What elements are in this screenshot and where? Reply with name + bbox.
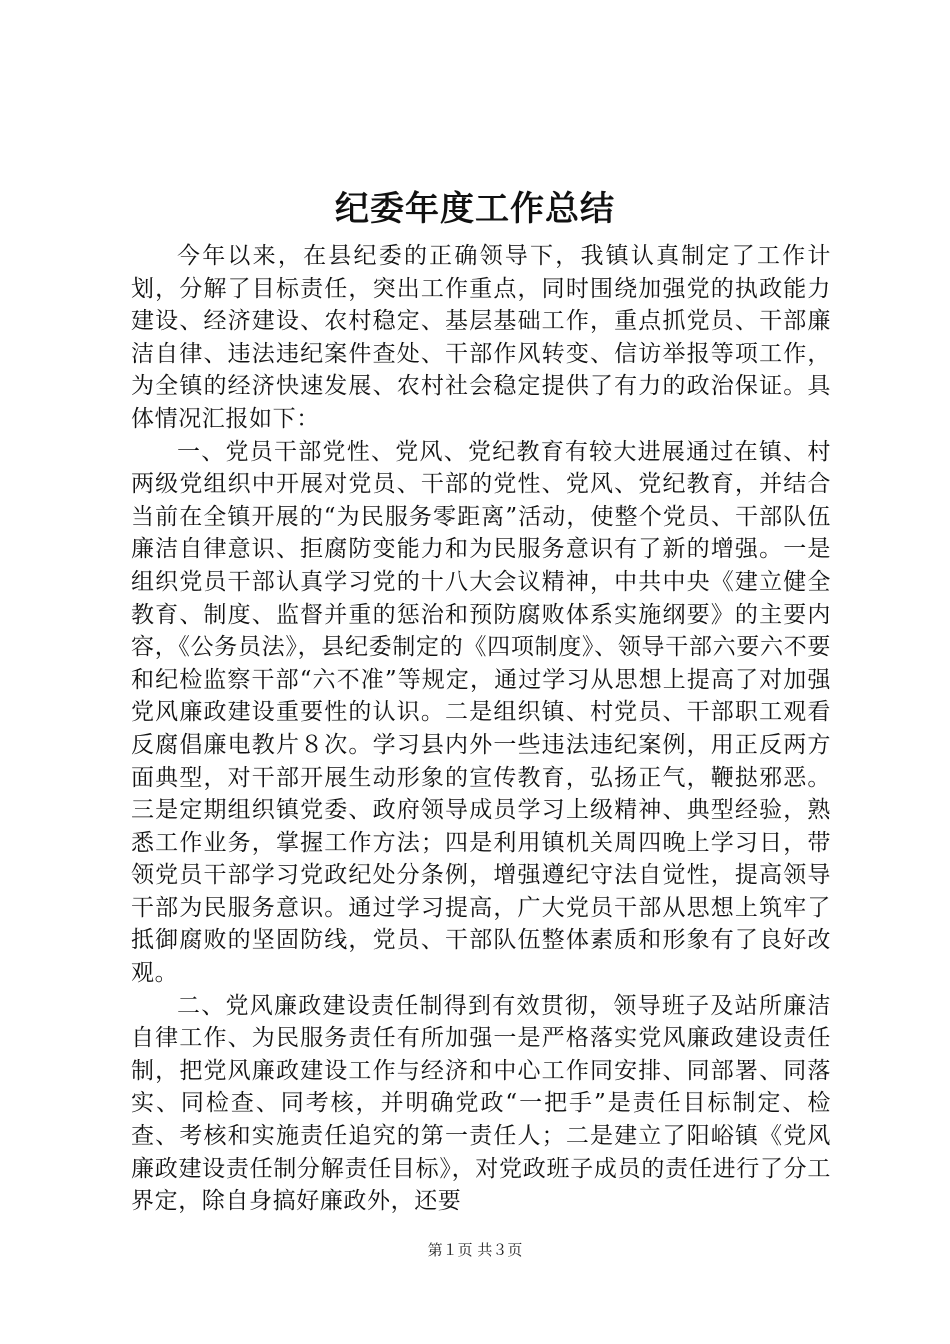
paragraph-section-two: 二、党风廉政建设责任制得到有效贯彻，领导班子及站所廉洁自律工作、为民服务责任有所加强一是严格落实党风廉政建设责任制，把党风廉政建设工作与经济和中心工作同安排、同部署、同落实、同检查、同考核，并明确党政“一把手”是责任目标制定、检查、考核和实施责任追究的第一责任人；二是建立了阳峪镇《党风廉政建设责任制分解责任目标》，对党政班子成员的责任进行了分工界定，除自身搞好廉政外，还要 (131, 992, 831, 1215)
page-number-footer: 第１页 共３页 (427, 1241, 523, 1259)
document-title: 纪委年度工作总结 (335, 189, 615, 229)
paragraph-section-one: 一、党员干部党性、党风、党纪教育有较大进展通过在镇、村两级党组织中开展对党员、干部的党性、党风、党纪教育，并结合当前在全镇开展的“为民服务零距离”活动，使整个党员、干部队伍廉洁自律意识、拒腐防变能力和为民服务意识有了新的增强。一是组织党员干部认真学习党的十八大会议精神，中共中央《建立健全教育、制度、监督并重的惩治和预防腐败体系实施纲要》的主要内容，《公务员法》，县纪委制定的《四项制度》、领导干部六要六不要和纪检监察干部“六不准”等规定，通过学习从思想上提高了对加强党风廉政建设重要性的认识。二是组织镇、村党员、干部职工观看反腐倡廉电教片８次。学习县内外一些违法违纪案例，用正反两方面典型，对干部开展生动形象的宣传教育，弘扬正气，鞭挞邪恶。三是定期组织镇党委、政府领导成员学习上级精神、典型经验，熟悉工作业务，掌握工作方法；四是利用镇机关周四晚上学习日，带领党员干部学习党政纪处分条例，增强遵纪守法自觉性，提高领导干部为民服务意识。通过学习提高，广大党员干部从思想上筑牢了抵御腐败的坚固防线，党员、干部队伍整体素质和形象有了良好改观。 (131, 438, 831, 987)
document-body (131, 240, 831, 1218)
paragraph-intro: 今年以来，在县纪委的正确领导下，我镇认真制定了工作计划，分解了目标责任，突出工作重点，同时围绕加强党的执政能力建设、经济建设、农村稳定、基层基础工作，重点抓党员、干部廉洁自律、违法违纪案件查处、干部作风转变、信访举报等项工作，为全镇的经济快速发展、农村社会稳定提供了有力的政治保证。具体情况汇报如下： (131, 243, 831, 432)
